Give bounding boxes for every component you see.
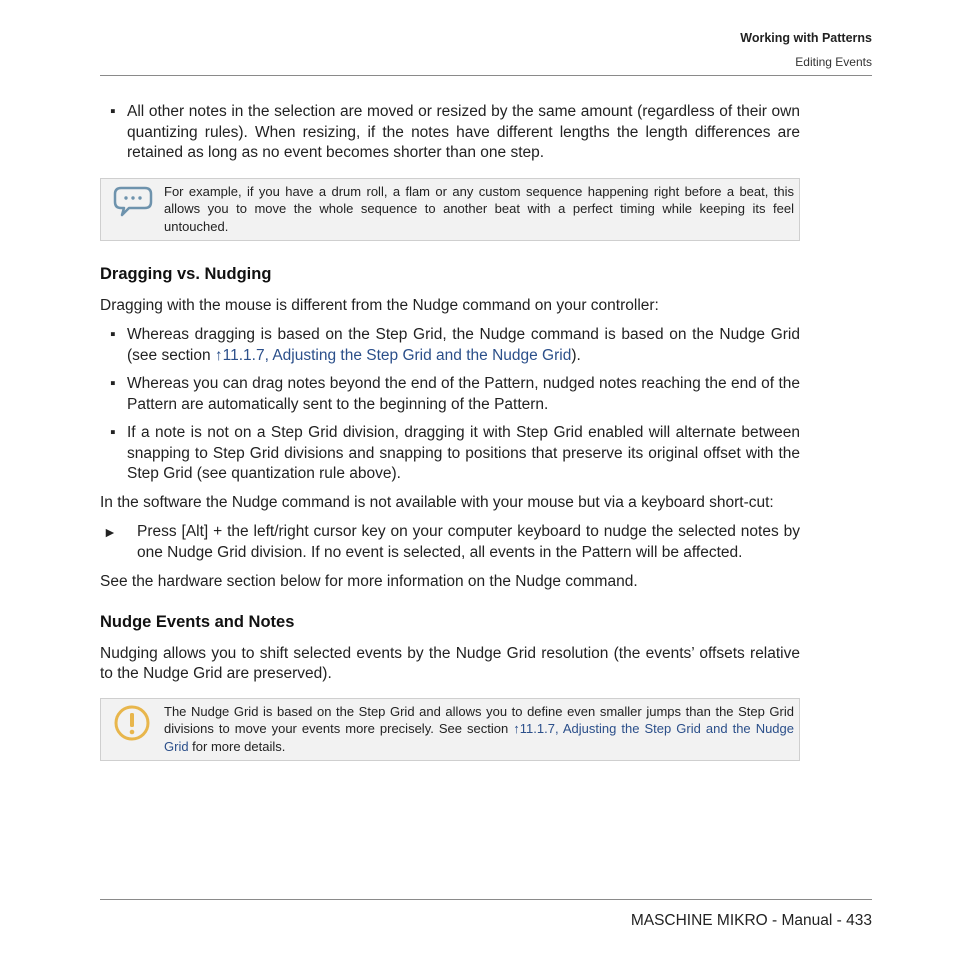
bullet-marker: ▪ <box>110 424 116 441</box>
paragraph: Dragging with the mouse is different from the Nudge command on your controller: <box>100 296 659 314</box>
warning-note-text-end: for more details. <box>188 738 286 754</box>
header-chapter: Working with Patterns <box>740 31 872 45</box>
nudge-grid-section-link[interactable]: ↑11.1.7, Adjusting the Step Grid and the Nudge Grid <box>164 721 794 754</box>
warning-note-text-start: The Nudge Grid is based on the Step Grid and allows you to define even smaller jumps than the Step Grid divisions to move your events more precisely. See section <box>164 703 794 736</box>
header-section: Editing Events <box>795 55 872 69</box>
instruction-text: Press [Alt] + the left/right cursor key on your computer keyboard to nudge the selected notes by one Nudge Grid division. If no event is selected, all events in the Pattern will be affected. <box>137 523 800 561</box>
bullet-text: Whereas dragging is based on the Step Grid, the Nudge command is based on the Nudge Grid (see section <box>127 326 800 364</box>
bullet-marker: ▪ <box>110 326 116 343</box>
exclamation-icon <box>113 705 153 750</box>
intro-bullet-text: All other notes in the selection are moved or resized by the same amount (regardless of their own quantizing rules). When resizing, if the notes have different lengths the length differences are retained as long as no event becomes shorter than one step. <box>127 103 800 161</box>
tip-note-box <box>100 178 800 241</box>
bullet-text: Whereas you can drag notes beyond the end of the Pattern, nudged notes reaching the end of the Pattern are automatically sent to the beginning of the Pattern. <box>127 375 800 413</box>
speech-bubble-icon <box>113 185 153 224</box>
section-heading-dragging: Dragging vs. Nudging <box>100 264 272 283</box>
step-grid-section-link[interactable]: ↑11.1.7, Adjusting the Step Grid and the Nudge Grid <box>214 346 572 364</box>
bullet-text: If a note is not on a Step Grid division, dragging it with Step Grid enabled will alternate between snapping to Step Grid divisions and snapping to positions that preserve its original offset with the Step Grid (see quantization rule above). <box>127 424 800 482</box>
list-item <box>100 102 800 164</box>
paragraph: Nudging allows you to shift selected events by the Nudge Grid resolution (the events’ offsets relative to the Nudge Grid are preserved). <box>100 644 800 682</box>
bullet-marker: ▪ <box>110 103 116 120</box>
header-rule <box>100 75 872 76</box>
bullet-text-end: ). <box>571 346 581 364</box>
tip-note-text: For example, if you have a drum roll, a flam or any custom sequence happening right before a beat, this allows you to move the whole sequence to another beat with a perfect timing while keeping its feel untouched. <box>164 183 794 234</box>
warning-note-text <box>164 703 794 756</box>
arrow-marker: ► <box>103 524 117 540</box>
footer-page-info: MASCHINE MIKRO - Manual - 433 <box>630 912 872 929</box>
page-content <box>100 102 800 761</box>
paragraph: In the software the Nudge command is not available with your mouse but via a keyboard short-cut: <box>100 493 774 511</box>
instruction-item <box>100 522 800 563</box>
warning-note-box <box>100 698 800 761</box>
bullet-marker: ▪ <box>110 375 116 392</box>
list-item <box>100 423 800 485</box>
list-item <box>100 325 800 366</box>
list-item <box>100 374 800 415</box>
footer-rule <box>100 899 872 900</box>
section-heading-nudge-events: Nudge Events and Notes <box>100 612 295 631</box>
paragraph: See the hardware section below for more information on the Nudge command. <box>100 573 638 590</box>
